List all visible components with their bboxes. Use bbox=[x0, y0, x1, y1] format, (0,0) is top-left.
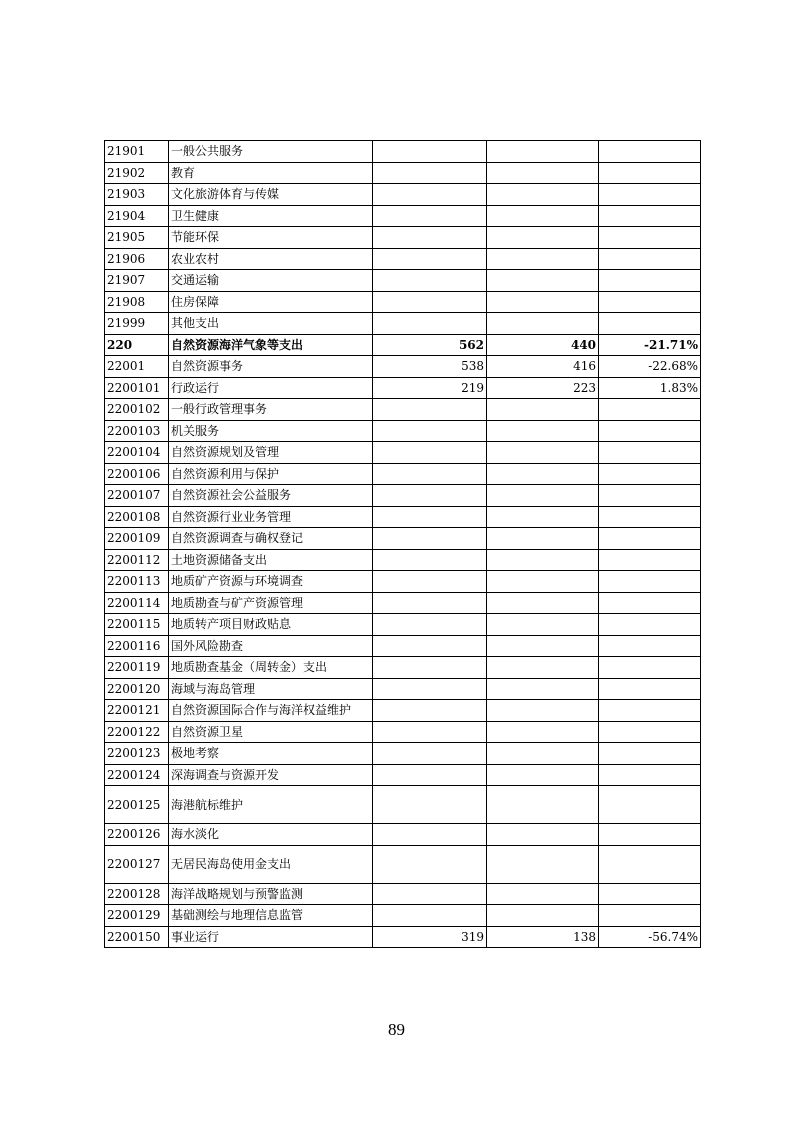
cell-code: 2200122 bbox=[105, 721, 169, 743]
cell-change-percent bbox=[599, 248, 701, 270]
cell-value-2 bbox=[487, 883, 599, 905]
cell-name: 教育 bbox=[169, 162, 373, 184]
table-row bbox=[105, 905, 701, 927]
cell-change-percent bbox=[599, 592, 701, 614]
cell-name: 地质勘查基金（周转金）支出 bbox=[169, 657, 373, 679]
cell-value-2 bbox=[487, 700, 599, 722]
cell-code: 2200114 bbox=[105, 592, 169, 614]
cell-change-percent bbox=[599, 786, 701, 824]
cell-code: 21907 bbox=[105, 270, 169, 292]
cell-name: 事业运行 bbox=[169, 926, 373, 948]
cell-change-percent bbox=[599, 420, 701, 442]
cell-code: 2200128 bbox=[105, 883, 169, 905]
table-row bbox=[105, 162, 701, 184]
cell-name: 海洋战略规划与预警监测 bbox=[169, 883, 373, 905]
cell-code: 2200115 bbox=[105, 614, 169, 636]
table-row bbox=[105, 205, 701, 227]
table-row bbox=[105, 313, 701, 335]
cell-name: 住房保障 bbox=[169, 291, 373, 313]
table-row bbox=[105, 614, 701, 636]
cell-name: 深海调查与资源开发 bbox=[169, 764, 373, 786]
cell-value-1 bbox=[373, 248, 487, 270]
table-row bbox=[105, 528, 701, 550]
cell-change-percent bbox=[599, 205, 701, 227]
cell-change-percent bbox=[599, 141, 701, 163]
table-row bbox=[105, 657, 701, 679]
table-row bbox=[105, 227, 701, 249]
table-row bbox=[105, 356, 701, 378]
cell-value-2 bbox=[487, 721, 599, 743]
cell-value-2 bbox=[487, 905, 599, 927]
cell-name: 自然资源国际合作与海洋权益维护 bbox=[169, 700, 373, 722]
table-row bbox=[105, 184, 701, 206]
cell-change-percent bbox=[599, 571, 701, 593]
cell-code: 2200103 bbox=[105, 420, 169, 442]
cell-code: 2200108 bbox=[105, 506, 169, 528]
cell-name: 无居民海岛使用金支出 bbox=[169, 845, 373, 883]
cell-name: 极地考察 bbox=[169, 743, 373, 765]
cell-value-1 bbox=[373, 313, 487, 335]
cell-change-percent bbox=[599, 463, 701, 485]
table-row bbox=[105, 845, 701, 883]
cell-value-1 bbox=[373, 721, 487, 743]
table-row bbox=[105, 442, 701, 464]
cell-change-percent bbox=[599, 614, 701, 636]
table-row bbox=[105, 786, 701, 824]
cell-code: 21904 bbox=[105, 205, 169, 227]
cell-value-1 bbox=[373, 463, 487, 485]
budget-table bbox=[104, 140, 701, 948]
cell-change-percent bbox=[599, 743, 701, 765]
cell-name: 海港航标维护 bbox=[169, 786, 373, 824]
cell-change-percent: -21.71% bbox=[599, 334, 701, 356]
cell-change-percent bbox=[599, 905, 701, 927]
cell-change-percent bbox=[599, 764, 701, 786]
cell-name: 基础测绘与地理信息监管 bbox=[169, 905, 373, 927]
cell-code: 2200126 bbox=[105, 824, 169, 846]
cell-change-percent bbox=[599, 162, 701, 184]
cell-value-2 bbox=[487, 506, 599, 528]
cell-value-1 bbox=[373, 845, 487, 883]
cell-value-1 bbox=[373, 678, 487, 700]
cell-code: 21999 bbox=[105, 313, 169, 335]
table-row bbox=[105, 592, 701, 614]
cell-code: 21905 bbox=[105, 227, 169, 249]
cell-name: 海域与海岛管理 bbox=[169, 678, 373, 700]
cell-name: 自然资源调查与确权登记 bbox=[169, 528, 373, 550]
cell-name: 交通运输 bbox=[169, 270, 373, 292]
cell-value-1 bbox=[373, 700, 487, 722]
cell-value-2 bbox=[487, 592, 599, 614]
cell-code: 21901 bbox=[105, 141, 169, 163]
cell-value-1 bbox=[373, 824, 487, 846]
cell-value-2 bbox=[487, 291, 599, 313]
cell-value-2 bbox=[487, 614, 599, 636]
cell-code: 2200109 bbox=[105, 528, 169, 550]
table-row bbox=[105, 270, 701, 292]
page-number: 89 bbox=[388, 1020, 405, 1039]
table-row bbox=[105, 743, 701, 765]
cell-value-1 bbox=[373, 786, 487, 824]
cell-change-percent bbox=[599, 399, 701, 421]
cell-change-percent bbox=[599, 883, 701, 905]
cell-value-2 bbox=[487, 845, 599, 883]
cell-value-2 bbox=[487, 678, 599, 700]
cell-change-percent bbox=[599, 184, 701, 206]
cell-code: 2200123 bbox=[105, 743, 169, 765]
cell-name: 自然资源海洋气象等支出 bbox=[169, 334, 373, 356]
cell-code: 22001 bbox=[105, 356, 169, 378]
cell-code: 21903 bbox=[105, 184, 169, 206]
cell-change-percent bbox=[599, 313, 701, 335]
cell-code: 2200116 bbox=[105, 635, 169, 657]
cell-change-percent bbox=[599, 528, 701, 550]
cell-value-2 bbox=[487, 270, 599, 292]
table-row bbox=[105, 721, 701, 743]
cell-change-percent bbox=[599, 270, 701, 292]
cell-value-1 bbox=[373, 485, 487, 507]
table-row bbox=[105, 420, 701, 442]
cell-value-2 bbox=[487, 571, 599, 593]
cell-value-1 bbox=[373, 227, 487, 249]
cell-name: 农业农村 bbox=[169, 248, 373, 270]
cell-change-percent bbox=[599, 227, 701, 249]
cell-code: 2200127 bbox=[105, 845, 169, 883]
cell-change-percent bbox=[599, 442, 701, 464]
table-body bbox=[105, 141, 701, 948]
cell-value-2 bbox=[487, 420, 599, 442]
cell-change-percent bbox=[599, 678, 701, 700]
cell-name: 地质转产项目财政贴息 bbox=[169, 614, 373, 636]
table-row bbox=[105, 485, 701, 507]
table-row bbox=[105, 926, 701, 948]
cell-code: 2200124 bbox=[105, 764, 169, 786]
cell-value-2 bbox=[487, 764, 599, 786]
cell-value-2 bbox=[487, 485, 599, 507]
table-row bbox=[105, 141, 701, 163]
cell-code: 21902 bbox=[105, 162, 169, 184]
cell-name: 海水淡化 bbox=[169, 824, 373, 846]
cell-name: 自然资源规划及管理 bbox=[169, 442, 373, 464]
cell-name: 行政运行 bbox=[169, 377, 373, 399]
cell-value-1: 538 bbox=[373, 356, 487, 378]
cell-name: 土地资源储备支出 bbox=[169, 549, 373, 571]
table-row bbox=[105, 824, 701, 846]
cell-name: 自然资源卫星 bbox=[169, 721, 373, 743]
cell-name: 卫生健康 bbox=[169, 205, 373, 227]
cell-value-2 bbox=[487, 141, 599, 163]
table-row bbox=[105, 635, 701, 657]
cell-value-2 bbox=[487, 442, 599, 464]
cell-code: 220 bbox=[105, 334, 169, 356]
cell-code: 2200106 bbox=[105, 463, 169, 485]
cell-code: 2200129 bbox=[105, 905, 169, 927]
cell-name: 其他支出 bbox=[169, 313, 373, 335]
cell-value-2: 416 bbox=[487, 356, 599, 378]
cell-value-2 bbox=[487, 786, 599, 824]
table-row bbox=[105, 248, 701, 270]
cell-code: 2200120 bbox=[105, 678, 169, 700]
cell-value-1 bbox=[373, 905, 487, 927]
cell-code: 2200150 bbox=[105, 926, 169, 948]
cell-name: 自然资源行业业务管理 bbox=[169, 506, 373, 528]
cell-name: 自然资源社会公益服务 bbox=[169, 485, 373, 507]
cell-name: 机关服务 bbox=[169, 420, 373, 442]
cell-code: 2200125 bbox=[105, 786, 169, 824]
table-row bbox=[105, 334, 701, 356]
cell-name: 地质矿产资源与环境调查 bbox=[169, 571, 373, 593]
cell-value-2 bbox=[487, 205, 599, 227]
cell-value-1 bbox=[373, 657, 487, 679]
cell-code: 2200119 bbox=[105, 657, 169, 679]
cell-change-percent bbox=[599, 291, 701, 313]
cell-value-2 bbox=[487, 743, 599, 765]
cell-value-2 bbox=[487, 227, 599, 249]
cell-value-1 bbox=[373, 506, 487, 528]
cell-change-percent bbox=[599, 824, 701, 846]
cell-code: 21908 bbox=[105, 291, 169, 313]
cell-value-2 bbox=[487, 824, 599, 846]
cell-code: 2200121 bbox=[105, 700, 169, 722]
cell-value-2: 138 bbox=[487, 926, 599, 948]
table-row bbox=[105, 764, 701, 786]
table-row bbox=[105, 506, 701, 528]
cell-code: 21906 bbox=[105, 248, 169, 270]
cell-change-percent bbox=[599, 721, 701, 743]
cell-change-percent: 1.83% bbox=[599, 377, 701, 399]
cell-value-2: 223 bbox=[487, 377, 599, 399]
cell-code: 2200107 bbox=[105, 485, 169, 507]
cell-name: 自然资源事务 bbox=[169, 356, 373, 378]
cell-value-1 bbox=[373, 883, 487, 905]
cell-change-percent bbox=[599, 845, 701, 883]
cell-name: 一般公共服务 bbox=[169, 141, 373, 163]
cell-value-2 bbox=[487, 313, 599, 335]
table-row bbox=[105, 678, 701, 700]
cell-code: 2200113 bbox=[105, 571, 169, 593]
cell-value-2 bbox=[487, 399, 599, 421]
cell-name: 一般行政管理事务 bbox=[169, 399, 373, 421]
cell-value-2 bbox=[487, 657, 599, 679]
table-row bbox=[105, 700, 701, 722]
cell-value-1 bbox=[373, 270, 487, 292]
cell-value-1 bbox=[373, 291, 487, 313]
cell-value-2 bbox=[487, 528, 599, 550]
cell-value-1 bbox=[373, 549, 487, 571]
cell-name: 节能环保 bbox=[169, 227, 373, 249]
table-row bbox=[105, 291, 701, 313]
cell-value-1 bbox=[373, 184, 487, 206]
cell-value-1 bbox=[373, 592, 487, 614]
cell-value-2 bbox=[487, 549, 599, 571]
cell-value-1 bbox=[373, 614, 487, 636]
cell-name: 自然资源利用与保护 bbox=[169, 463, 373, 485]
cell-value-1 bbox=[373, 764, 487, 786]
cell-code: 2200104 bbox=[105, 442, 169, 464]
cell-value-2 bbox=[487, 184, 599, 206]
cell-value-1 bbox=[373, 528, 487, 550]
cell-value-1 bbox=[373, 141, 487, 163]
table-row bbox=[105, 399, 701, 421]
cell-code: 2200102 bbox=[105, 399, 169, 421]
cell-value-1: 319 bbox=[373, 926, 487, 948]
cell-change-percent: -56.74% bbox=[599, 926, 701, 948]
cell-change-percent bbox=[599, 549, 701, 571]
cell-value-1 bbox=[373, 571, 487, 593]
cell-value-1 bbox=[373, 743, 487, 765]
cell-value-1: 562 bbox=[373, 334, 487, 356]
cell-value-2 bbox=[487, 162, 599, 184]
cell-value-2 bbox=[487, 248, 599, 270]
cell-name: 地质勘查与矿产资源管理 bbox=[169, 592, 373, 614]
cell-value-1 bbox=[373, 420, 487, 442]
cell-value-1 bbox=[373, 162, 487, 184]
cell-value-1 bbox=[373, 635, 487, 657]
table-row bbox=[105, 883, 701, 905]
cell-value-2 bbox=[487, 463, 599, 485]
cell-value-1 bbox=[373, 442, 487, 464]
cell-value-1 bbox=[373, 399, 487, 421]
cell-value-1: 219 bbox=[373, 377, 487, 399]
cell-value-2 bbox=[487, 635, 599, 657]
cell-value-1 bbox=[373, 205, 487, 227]
cell-change-percent: -22.68% bbox=[599, 356, 701, 378]
cell-change-percent bbox=[599, 700, 701, 722]
cell-value-2: 440 bbox=[487, 334, 599, 356]
cell-name: 国外风险勘查 bbox=[169, 635, 373, 657]
cell-change-percent bbox=[599, 506, 701, 528]
cell-code: 2200112 bbox=[105, 549, 169, 571]
table-row bbox=[105, 377, 701, 399]
cell-change-percent bbox=[599, 485, 701, 507]
table-row bbox=[105, 549, 701, 571]
cell-change-percent bbox=[599, 635, 701, 657]
cell-name: 文化旅游体育与传媒 bbox=[169, 184, 373, 206]
cell-code: 2200101 bbox=[105, 377, 169, 399]
table-row bbox=[105, 571, 701, 593]
cell-change-percent bbox=[599, 657, 701, 679]
table-row bbox=[105, 463, 701, 485]
